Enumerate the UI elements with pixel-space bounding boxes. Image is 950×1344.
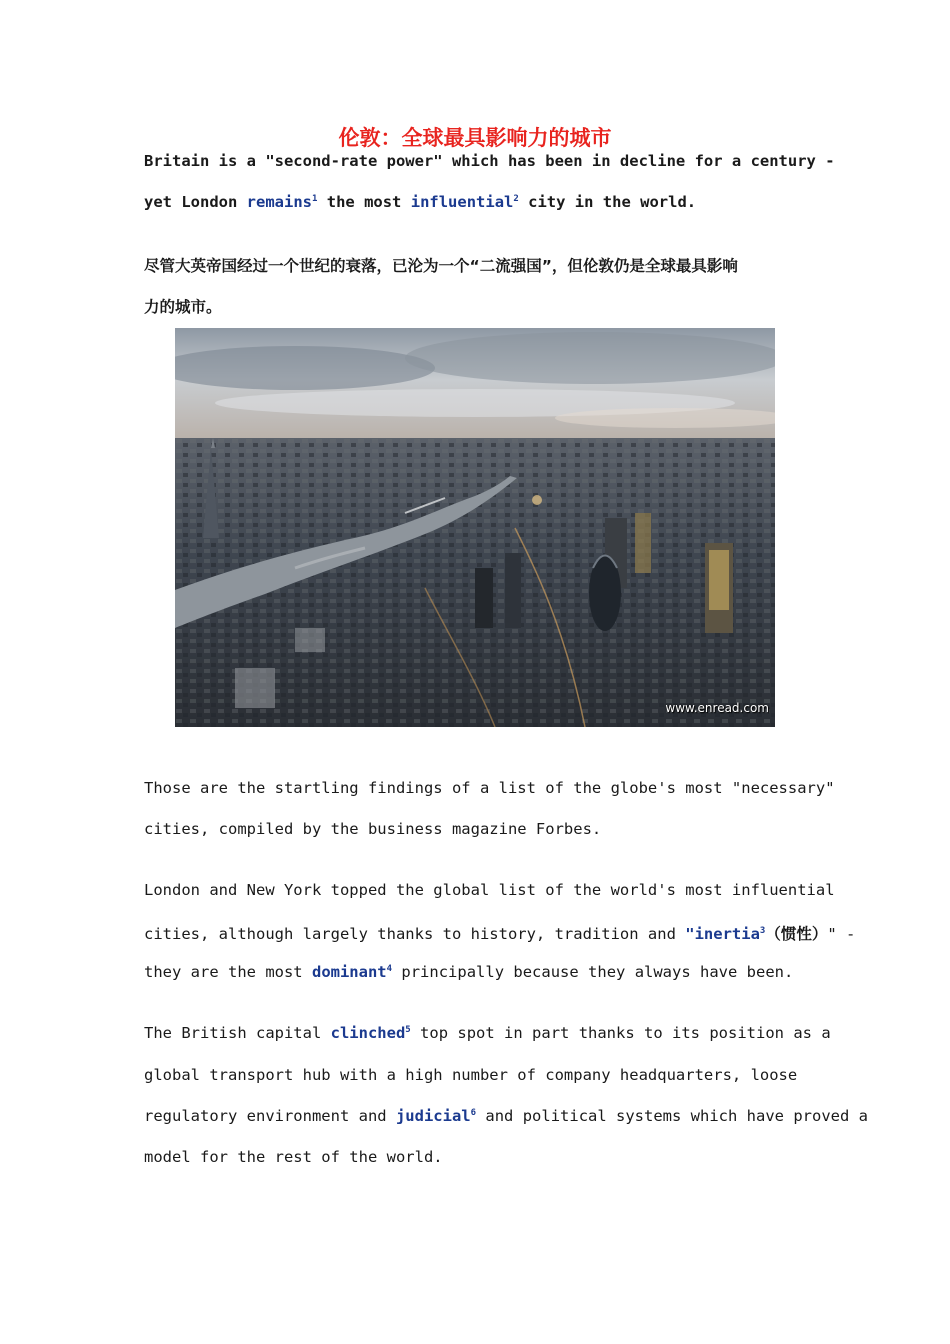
translation-line-1: 尽管大英帝国经过一个世纪的衰落，已沦为一个“二流强国”，但伦敦仍是全球最具影响 — [144, 257, 738, 275]
paragraph-1-line-1: Those are the startling findings of a list of the globe's most "necessary" — [144, 779, 835, 797]
footnote-3: 3 — [759, 925, 766, 936]
footnote-1: 1 — [311, 193, 318, 204]
paragraph-text: cities, although largely thanks to history, tradition and — [144, 925, 686, 943]
intro-text: city in the world. — [518, 193, 697, 211]
paragraph-2-line-1: London and New York topped the global list of the world's most influential — [144, 881, 835, 899]
paragraph-text: " - — [827, 925, 856, 943]
translation-line-2: 力的城市。 — [144, 298, 222, 316]
intro-text: Britain is a "second-rate power" which has been in decline for a century - — [144, 152, 835, 170]
intro-line-1 — [144, 152, 835, 170]
paragraph-text: The British capital — [144, 1024, 331, 1042]
intro-line-2 — [144, 193, 696, 211]
footnote-6: 6 — [470, 1107, 477, 1118]
paragraph-1-line-2: cities, compiled by the business magazine Forbes. — [144, 820, 602, 838]
vocab-word-clinched: clinched — [330, 1024, 406, 1042]
paragraph-3-line-1 — [144, 1024, 831, 1042]
paragraph-2-line-3 — [144, 963, 793, 981]
paragraph-text: top spot in part thanks to its position as a — [410, 1024, 831, 1042]
paragraph-text: they are the most — [144, 963, 312, 981]
paragraph-2-line-2 — [144, 922, 855, 944]
paragraph-3-line-4: model for the rest of the world. — [144, 1148, 443, 1166]
vocab-word-influential: influential — [410, 193, 514, 211]
footnote-2: 2 — [513, 193, 519, 204]
vocab-word-remains: remains — [246, 193, 312, 211]
vocab-word-dominant: dominant — [311, 963, 387, 981]
article-title: 伦敦：全球最具影响力的城市 — [338, 126, 612, 150]
footnote-5: 5 — [405, 1024, 411, 1035]
vocab-word-inertia: "inertia — [685, 925, 760, 943]
vocab-word-judicial: judicial — [395, 1107, 471, 1125]
paragraph-3-line-3 — [144, 1107, 868, 1125]
paragraph-text: and political systems which have proved a — [476, 1107, 868, 1125]
paragraph-text: regulatory environment and — [144, 1107, 396, 1125]
intro-text: yet London — [144, 193, 247, 211]
paragraph-3-line-2: global transport hub with a high number of company headquarters, loose — [144, 1066, 798, 1084]
footnote-4: 4 — [386, 963, 393, 974]
intro-text: the most — [317, 193, 411, 211]
london-aerial-photo — [175, 328, 775, 727]
image-watermark: www.enread.com — [665, 701, 769, 715]
paragraph-text: principally because they always have been. — [392, 963, 794, 981]
gloss-inertia: （惯性） — [765, 925, 828, 943]
